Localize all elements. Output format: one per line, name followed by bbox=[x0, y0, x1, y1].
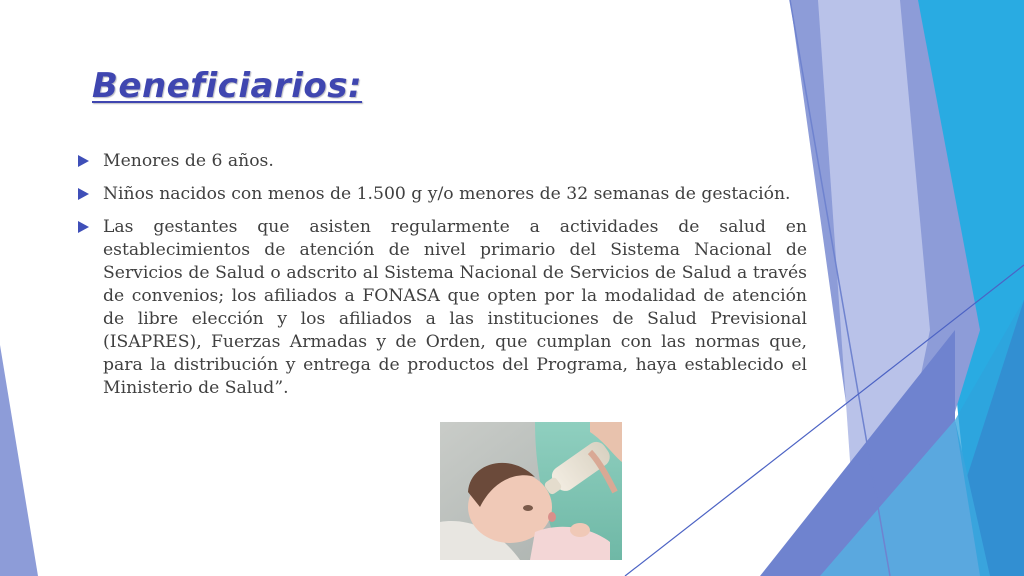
baby-bottle-feeding-photo bbox=[440, 422, 622, 560]
slide-title: Beneficiarios: bbox=[92, 66, 363, 106]
bullet-item bbox=[76, 150, 807, 173]
triangle-right-icon bbox=[78, 188, 89, 200]
deco-left-strip bbox=[0, 345, 38, 576]
bullet-item bbox=[76, 216, 807, 400]
bullet-text: Niños nacidos con menos de 1.500 g y/o menores de 32 semanas de gestación. bbox=[103, 184, 791, 204]
triangle-right-icon bbox=[78, 221, 89, 233]
photo-illustration bbox=[440, 422, 622, 560]
triangle-right-icon bbox=[78, 155, 89, 167]
bullet-text: Las gestantes que asisten regularmente a actividades de salud en establecimientos de atención de nivel primario del Sistema Nacional de Servicios de Salud o adscrito al Sistema Nacional de Servicios de Salud a través de convenios; los afiliados a FONASA que opten por la modalidad de atención de libre elección y los afiliados a las instituciones de Salud Previsional (ISAPRES), Fuerzas Armadas y de Orden, que cumplan con las normas que, para la distribución y entrega de productos del Programa, haya establecido el Ministerio de Salud”. bbox=[103, 217, 807, 398]
bullet-text: Menores de 6 años. bbox=[103, 151, 274, 171]
bullet-list bbox=[76, 150, 807, 410]
bullet-item bbox=[76, 183, 807, 206]
